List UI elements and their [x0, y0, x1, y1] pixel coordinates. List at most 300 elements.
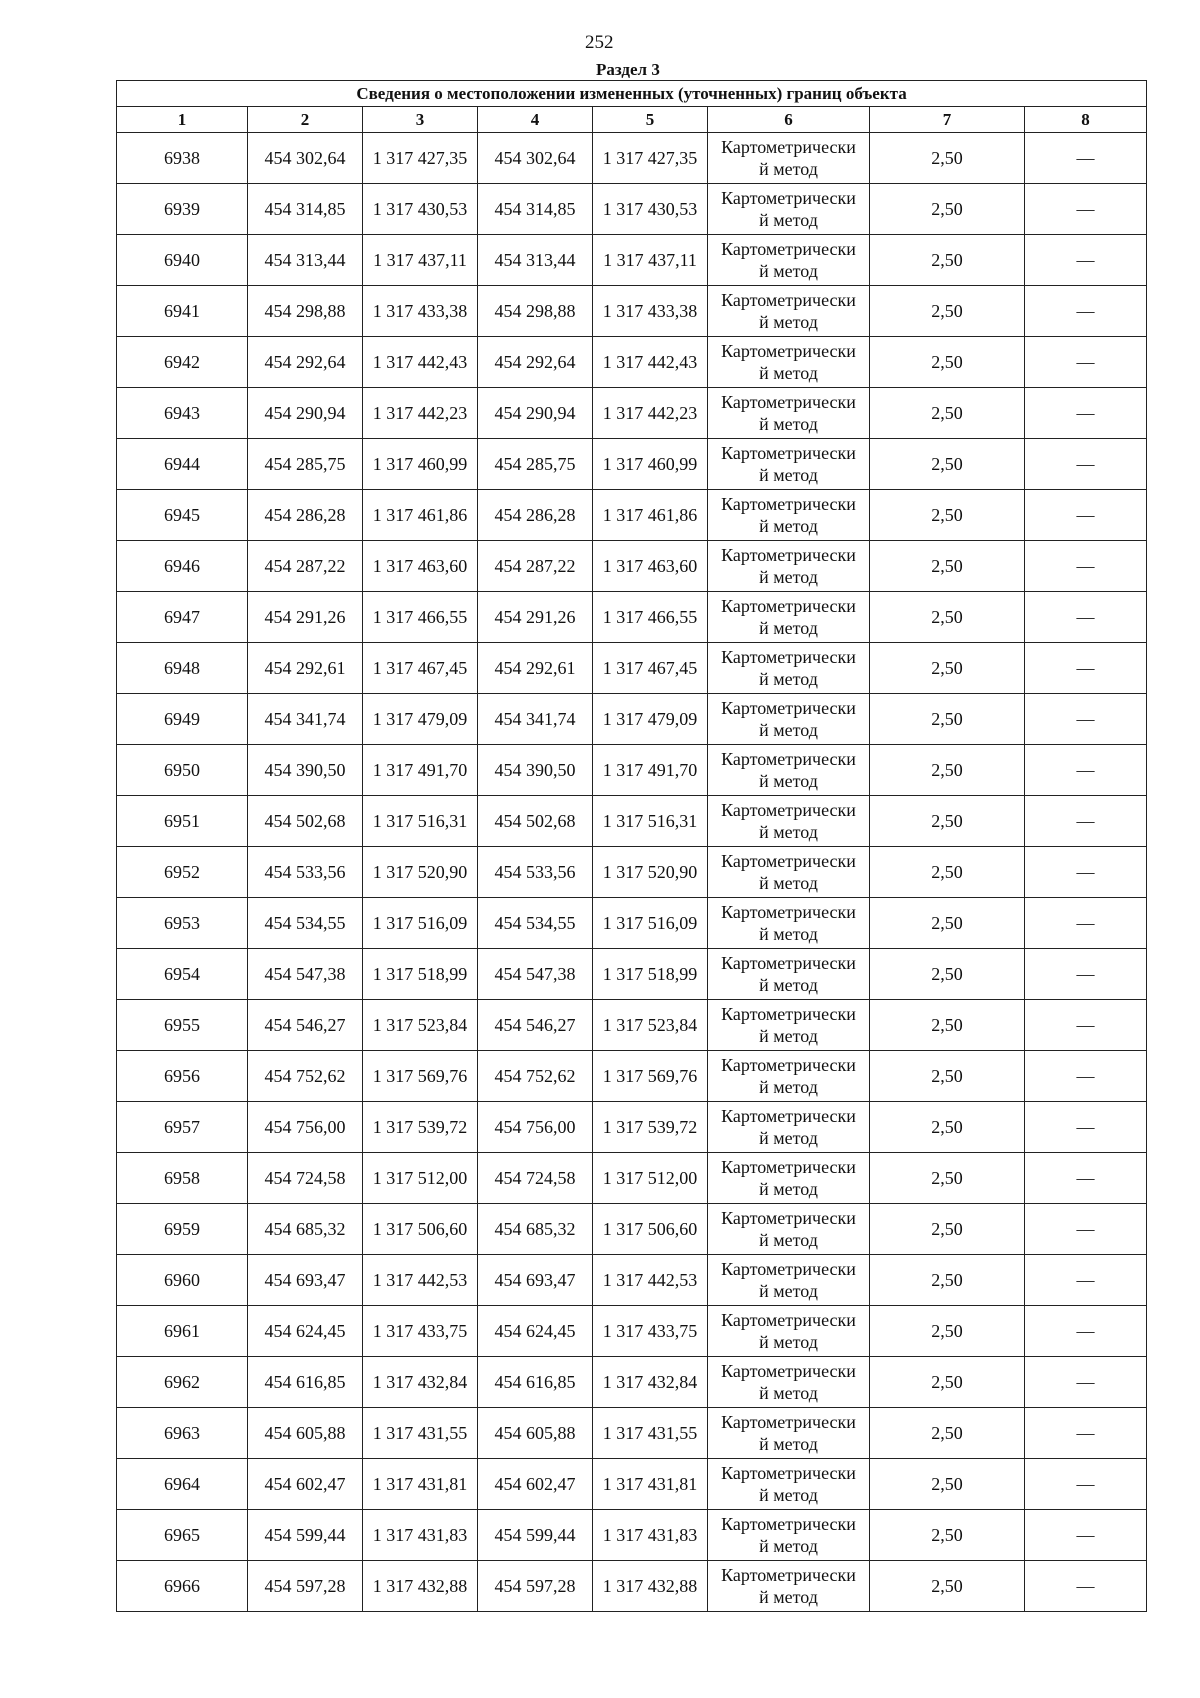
y-coordinate-cell: 1 317 442,23 [593, 388, 708, 439]
y-coordinate-cell: 1 317 569,76 [363, 1051, 478, 1102]
table-body [117, 133, 1147, 1612]
empty-mark-cell: — [1025, 439, 1147, 490]
point-number-cell: 6938 [117, 133, 248, 184]
empty-mark-cell: — [1025, 694, 1147, 745]
x-coordinate-cell: 454 341,74 [478, 694, 593, 745]
point-number-cell: 6956 [117, 1051, 248, 1102]
section-title-text: Раздел 3 [596, 60, 660, 79]
column-number: 2 [248, 107, 363, 133]
method-cell [708, 643, 870, 694]
table-row [117, 1153, 1147, 1204]
x-coordinate-cell: 454 533,56 [478, 847, 593, 898]
accuracy-cell: 2,50 [870, 1255, 1025, 1306]
empty-mark-cell: — [1025, 1306, 1147, 1357]
method-cell [708, 694, 870, 745]
column-number-row [117, 107, 1147, 133]
x-coordinate-cell: 454 752,62 [478, 1051, 593, 1102]
accuracy-cell: 2,50 [870, 235, 1025, 286]
method-cell [708, 592, 870, 643]
table-row [117, 1561, 1147, 1612]
x-coordinate-cell: 454 616,85 [248, 1357, 363, 1408]
y-coordinate-cell: 1 317 430,53 [593, 184, 708, 235]
empty-mark-cell: — [1025, 184, 1147, 235]
method-text-line1: Картометрически [721, 851, 856, 871]
empty-mark-cell: — [1025, 1153, 1147, 1204]
table-row [117, 1255, 1147, 1306]
empty-mark-cell: — [1025, 388, 1147, 439]
empty-mark-cell: — [1025, 1408, 1147, 1459]
column-number: 3 [363, 107, 478, 133]
y-coordinate-cell: 1 317 460,99 [593, 439, 708, 490]
method-cell [708, 1306, 870, 1357]
accuracy-cell: 2,50 [870, 388, 1025, 439]
method-cell [708, 133, 870, 184]
point-number-cell: 6939 [117, 184, 248, 235]
y-coordinate-cell: 1 317 512,00 [363, 1153, 478, 1204]
method-text-line1: Картометрически [721, 698, 856, 718]
method-text-line2: й метод [759, 669, 818, 689]
x-coordinate-cell: 454 752,62 [248, 1051, 363, 1102]
method-text-line1: Картометрически [721, 1055, 856, 1075]
method-cell [708, 898, 870, 949]
method-text-line2: й метод [759, 567, 818, 587]
x-coordinate-cell: 454 292,64 [248, 337, 363, 388]
boundary-coordinates-table [116, 80, 1147, 1612]
y-coordinate-cell: 1 317 442,53 [593, 1255, 708, 1306]
method-text-line1: Картометрически [721, 239, 856, 259]
empty-mark-cell: — [1025, 133, 1147, 184]
method-text-line2: й метод [759, 924, 818, 944]
y-coordinate-cell: 1 317 433,75 [363, 1306, 478, 1357]
point-number-cell: 6960 [117, 1255, 248, 1306]
point-number-cell: 6947 [117, 592, 248, 643]
accuracy-cell: 2,50 [870, 694, 1025, 745]
table-row [117, 1408, 1147, 1459]
y-coordinate-cell: 1 317 442,43 [363, 337, 478, 388]
method-text-line2: й метод [759, 771, 818, 791]
method-text-line2: й метод [759, 1383, 818, 1403]
method-text-line2: й метод [759, 1536, 818, 1556]
method-text-line2: й метод [759, 873, 818, 893]
point-number-cell: 6942 [117, 337, 248, 388]
accuracy-cell: 2,50 [870, 490, 1025, 541]
y-coordinate-cell: 1 317 431,55 [363, 1408, 478, 1459]
method-text-line1: Картометрически [721, 290, 856, 310]
table-row [117, 1051, 1147, 1102]
y-coordinate-cell: 1 317 491,70 [363, 745, 478, 796]
empty-mark-cell: — [1025, 949, 1147, 1000]
method-text-line2: й метод [759, 1587, 818, 1607]
y-coordinate-cell: 1 317 430,53 [363, 184, 478, 235]
x-coordinate-cell: 454 602,47 [248, 1459, 363, 1510]
table-row [117, 490, 1147, 541]
y-coordinate-cell: 1 317 442,53 [363, 1255, 478, 1306]
table-row [117, 1306, 1147, 1357]
x-coordinate-cell: 454 602,47 [478, 1459, 593, 1510]
method-text-line2: й метод [759, 1077, 818, 1097]
table-row [117, 439, 1147, 490]
empty-mark-cell: — [1025, 1051, 1147, 1102]
point-number-cell: 6949 [117, 694, 248, 745]
method-text-line2: й метод [759, 1434, 818, 1454]
x-coordinate-cell: 454 290,94 [248, 388, 363, 439]
y-coordinate-cell: 1 317 506,60 [593, 1204, 708, 1255]
point-number-cell: 6963 [117, 1408, 248, 1459]
table-row [117, 235, 1147, 286]
column-number: 4 [478, 107, 593, 133]
method-cell [708, 388, 870, 439]
x-coordinate-cell: 454 605,88 [478, 1408, 593, 1459]
empty-mark-cell: — [1025, 1000, 1147, 1051]
y-coordinate-cell: 1 317 516,31 [363, 796, 478, 847]
y-coordinate-cell: 1 317 437,11 [363, 235, 478, 286]
x-coordinate-cell: 454 314,85 [248, 184, 363, 235]
method-text-line1: Картометрически [721, 341, 856, 361]
method-cell [708, 1459, 870, 1510]
method-text-line2: й метод [759, 210, 818, 230]
accuracy-cell: 2,50 [870, 1408, 1025, 1459]
y-coordinate-cell: 1 317 506,60 [363, 1204, 478, 1255]
empty-mark-cell: — [1025, 847, 1147, 898]
table-row [117, 949, 1147, 1000]
method-cell [708, 286, 870, 337]
accuracy-cell: 2,50 [870, 643, 1025, 694]
table-row [117, 337, 1147, 388]
y-coordinate-cell: 1 317 523,84 [593, 1000, 708, 1051]
empty-mark-cell: — [1025, 286, 1147, 337]
point-number-cell: 6962 [117, 1357, 248, 1408]
y-coordinate-cell: 1 317 432,84 [593, 1357, 708, 1408]
table-caption-row [117, 81, 1147, 107]
y-coordinate-cell: 1 317 479,09 [363, 694, 478, 745]
table-row [117, 388, 1147, 439]
point-number-cell: 6940 [117, 235, 248, 286]
accuracy-cell: 2,50 [870, 439, 1025, 490]
method-text-line2: й метод [759, 363, 818, 383]
method-text-line1: Картометрически [721, 1259, 856, 1279]
y-coordinate-cell: 1 317 442,43 [593, 337, 708, 388]
x-coordinate-cell: 454 546,27 [478, 1000, 593, 1051]
accuracy-cell: 2,50 [870, 796, 1025, 847]
empty-mark-cell: — [1025, 1510, 1147, 1561]
x-coordinate-cell: 454 290,94 [478, 388, 593, 439]
table-row [117, 1459, 1147, 1510]
y-coordinate-cell: 1 317 512,00 [593, 1153, 708, 1204]
method-cell [708, 1255, 870, 1306]
table-row [117, 796, 1147, 847]
y-coordinate-cell: 1 317 518,99 [593, 949, 708, 1000]
y-coordinate-cell: 1 317 466,55 [593, 592, 708, 643]
accuracy-cell: 2,50 [870, 898, 1025, 949]
x-coordinate-cell: 454 286,28 [478, 490, 593, 541]
accuracy-cell: 2,50 [870, 1051, 1025, 1102]
y-coordinate-cell: 1 317 466,55 [363, 592, 478, 643]
accuracy-cell: 2,50 [870, 1153, 1025, 1204]
x-coordinate-cell: 454 292,61 [248, 643, 363, 694]
x-coordinate-cell: 454 624,45 [478, 1306, 593, 1357]
accuracy-cell: 2,50 [870, 1102, 1025, 1153]
empty-mark-cell: — [1025, 745, 1147, 796]
empty-mark-cell: — [1025, 337, 1147, 388]
empty-mark-cell: — [1025, 1102, 1147, 1153]
method-cell [708, 949, 870, 1000]
method-cell [708, 1000, 870, 1051]
x-coordinate-cell: 454 547,38 [248, 949, 363, 1000]
method-text-line1: Картометрически [721, 137, 856, 157]
accuracy-cell: 2,50 [870, 847, 1025, 898]
method-text-line1: Картометрически [721, 1412, 856, 1432]
method-text-line2: й метод [759, 1230, 818, 1250]
y-coordinate-cell: 1 317 518,99 [363, 949, 478, 1000]
accuracy-cell: 2,50 [870, 1306, 1025, 1357]
x-coordinate-cell: 454 756,00 [478, 1102, 593, 1153]
y-coordinate-cell: 1 317 491,70 [593, 745, 708, 796]
page-number-text: 252 [585, 32, 614, 53]
x-coordinate-cell: 454 390,50 [478, 745, 593, 796]
method-text-line2: й метод [759, 312, 818, 332]
y-coordinate-cell: 1 317 461,86 [363, 490, 478, 541]
point-number-cell: 6965 [117, 1510, 248, 1561]
empty-mark-cell: — [1025, 643, 1147, 694]
method-cell [708, 1357, 870, 1408]
table-row [117, 1204, 1147, 1255]
column-number: 5 [593, 107, 708, 133]
y-coordinate-cell: 1 317 431,81 [593, 1459, 708, 1510]
point-number-cell: 6959 [117, 1204, 248, 1255]
table-row [117, 1102, 1147, 1153]
method-text-line1: Картометрически [721, 1208, 856, 1228]
table-row [117, 592, 1147, 643]
y-coordinate-cell: 1 317 442,23 [363, 388, 478, 439]
point-number-cell: 6961 [117, 1306, 248, 1357]
accuracy-cell: 2,50 [870, 1357, 1025, 1408]
method-cell [708, 745, 870, 796]
method-text-line1: Картометрически [721, 902, 856, 922]
x-coordinate-cell: 454 685,32 [248, 1204, 363, 1255]
x-coordinate-cell: 454 314,85 [478, 184, 593, 235]
x-coordinate-cell: 454 390,50 [248, 745, 363, 796]
method-cell [708, 1102, 870, 1153]
y-coordinate-cell: 1 317 516,09 [593, 898, 708, 949]
x-coordinate-cell: 454 624,45 [248, 1306, 363, 1357]
x-coordinate-cell: 454 599,44 [248, 1510, 363, 1561]
x-coordinate-cell: 454 534,55 [248, 898, 363, 949]
table-row [117, 898, 1147, 949]
method-cell [708, 184, 870, 235]
table-caption: Сведения о местоположении измененных (уточненных) границ объекта [117, 81, 1147, 107]
table-row [117, 184, 1147, 235]
point-number-cell: 6957 [117, 1102, 248, 1153]
point-number-cell: 6945 [117, 490, 248, 541]
y-coordinate-cell: 1 317 479,09 [593, 694, 708, 745]
point-number-cell: 6941 [117, 286, 248, 337]
method-text-line2: й метод [759, 465, 818, 485]
method-text-line1: Картометрически [721, 1463, 856, 1483]
table-row [117, 745, 1147, 796]
method-text-line1: Картометрически [721, 1514, 856, 1534]
method-text-line2: й метод [759, 414, 818, 434]
x-coordinate-cell: 454 292,64 [478, 337, 593, 388]
x-coordinate-cell: 454 693,47 [248, 1255, 363, 1306]
x-coordinate-cell: 454 313,44 [478, 235, 593, 286]
method-cell [708, 541, 870, 592]
x-coordinate-cell: 454 685,32 [478, 1204, 593, 1255]
point-number-cell: 6948 [117, 643, 248, 694]
accuracy-cell: 2,50 [870, 1561, 1025, 1612]
empty-mark-cell: — [1025, 1357, 1147, 1408]
empty-mark-cell: — [1025, 1255, 1147, 1306]
x-coordinate-cell: 454 287,22 [248, 541, 363, 592]
point-number-cell: 6955 [117, 1000, 248, 1051]
empty-mark-cell: — [1025, 235, 1147, 286]
y-coordinate-cell: 1 317 520,90 [593, 847, 708, 898]
method-cell [708, 796, 870, 847]
method-text-line1: Картометрически [721, 443, 856, 463]
x-coordinate-cell: 454 291,26 [248, 592, 363, 643]
x-coordinate-cell: 454 287,22 [478, 541, 593, 592]
empty-mark-cell: — [1025, 796, 1147, 847]
point-number-cell: 6953 [117, 898, 248, 949]
y-coordinate-cell: 1 317 461,86 [593, 490, 708, 541]
x-coordinate-cell: 454 313,44 [248, 235, 363, 286]
y-coordinate-cell: 1 317 463,60 [363, 541, 478, 592]
y-coordinate-cell: 1 317 433,38 [363, 286, 478, 337]
x-coordinate-cell: 454 605,88 [248, 1408, 363, 1459]
column-number: 7 [870, 107, 1025, 133]
method-cell [708, 1561, 870, 1612]
column-number: 1 [117, 107, 248, 133]
y-coordinate-cell: 1 317 516,31 [593, 796, 708, 847]
method-text-line2: й метод [759, 822, 818, 842]
method-cell [708, 439, 870, 490]
method-text-line1: Картометрически [721, 494, 856, 514]
y-coordinate-cell: 1 317 523,84 [363, 1000, 478, 1051]
empty-mark-cell: — [1025, 898, 1147, 949]
method-text-line1: Картометрически [721, 188, 856, 208]
accuracy-cell: 2,50 [870, 133, 1025, 184]
y-coordinate-cell: 1 317 569,76 [593, 1051, 708, 1102]
method-text-line1: Картометрически [721, 1106, 856, 1126]
method-text-line2: й метод [759, 618, 818, 638]
x-coordinate-cell: 454 597,28 [478, 1561, 593, 1612]
table-row [117, 643, 1147, 694]
method-cell [708, 490, 870, 541]
column-number: 6 [708, 107, 870, 133]
accuracy-cell: 2,50 [870, 592, 1025, 643]
empty-mark-cell: — [1025, 1561, 1147, 1612]
table-row [117, 1000, 1147, 1051]
empty-mark-cell: — [1025, 1204, 1147, 1255]
accuracy-cell: 2,50 [870, 541, 1025, 592]
method-cell [708, 1051, 870, 1102]
x-coordinate-cell: 454 341,74 [248, 694, 363, 745]
table-row [117, 541, 1147, 592]
accuracy-cell: 2,50 [870, 337, 1025, 388]
method-text-line1: Картометрически [721, 647, 856, 667]
y-coordinate-cell: 1 317 431,83 [363, 1510, 478, 1561]
accuracy-cell: 2,50 [870, 1459, 1025, 1510]
y-coordinate-cell: 1 317 431,81 [363, 1459, 478, 1510]
x-coordinate-cell: 454 285,75 [478, 439, 593, 490]
y-coordinate-cell: 1 317 437,11 [593, 235, 708, 286]
accuracy-cell: 2,50 [870, 184, 1025, 235]
x-coordinate-cell: 454 693,47 [478, 1255, 593, 1306]
y-coordinate-cell: 1 317 467,45 [363, 643, 478, 694]
y-coordinate-cell: 1 317 433,75 [593, 1306, 708, 1357]
y-coordinate-cell: 1 317 431,55 [593, 1408, 708, 1459]
method-text-line1: Картометрически [721, 953, 856, 973]
method-cell [708, 1408, 870, 1459]
table-row [117, 1357, 1147, 1408]
method-text-line1: Картометрически [721, 1310, 856, 1330]
method-text-line2: й метод [759, 261, 818, 281]
point-number-cell: 6966 [117, 1561, 248, 1612]
x-coordinate-cell: 454 292,61 [478, 643, 593, 694]
y-coordinate-cell: 1 317 431,83 [593, 1510, 708, 1561]
x-coordinate-cell: 454 547,38 [478, 949, 593, 1000]
point-number-cell: 6951 [117, 796, 248, 847]
table-row [117, 1510, 1147, 1561]
empty-mark-cell: — [1025, 541, 1147, 592]
method-cell [708, 1510, 870, 1561]
x-coordinate-cell: 454 291,26 [478, 592, 593, 643]
accuracy-cell: 2,50 [870, 949, 1025, 1000]
table-row [117, 694, 1147, 745]
point-number-cell: 6954 [117, 949, 248, 1000]
y-coordinate-cell: 1 317 467,45 [593, 643, 708, 694]
y-coordinate-cell: 1 317 432,88 [593, 1561, 708, 1612]
point-number-cell: 6943 [117, 388, 248, 439]
method-text-line1: Картометрически [721, 1565, 856, 1585]
point-number-cell: 6952 [117, 847, 248, 898]
x-coordinate-cell: 454 302,64 [478, 133, 593, 184]
y-coordinate-cell: 1 317 539,72 [593, 1102, 708, 1153]
method-cell [708, 1153, 870, 1204]
y-coordinate-cell: 1 317 520,90 [363, 847, 478, 898]
method-cell [708, 847, 870, 898]
method-text-line1: Картометрически [721, 545, 856, 565]
x-coordinate-cell: 454 298,88 [248, 286, 363, 337]
table-row [117, 847, 1147, 898]
x-coordinate-cell: 454 502,68 [478, 796, 593, 847]
y-coordinate-cell: 1 317 516,09 [363, 898, 478, 949]
method-cell [708, 235, 870, 286]
x-coordinate-cell: 454 298,88 [478, 286, 593, 337]
x-coordinate-cell: 454 756,00 [248, 1102, 363, 1153]
x-coordinate-cell: 454 286,28 [248, 490, 363, 541]
method-text-line2: й метод [759, 159, 818, 179]
method-text-line1: Картометрически [721, 1157, 856, 1177]
y-coordinate-cell: 1 317 460,99 [363, 439, 478, 490]
method-text-line2: й метод [759, 720, 818, 740]
x-coordinate-cell: 454 616,85 [478, 1357, 593, 1408]
empty-mark-cell: — [1025, 592, 1147, 643]
point-number-cell: 6964 [117, 1459, 248, 1510]
method-text-line2: й метод [759, 1332, 818, 1352]
method-text-line1: Картометрически [721, 596, 856, 616]
method-text-line2: й метод [759, 975, 818, 995]
y-coordinate-cell: 1 317 432,84 [363, 1357, 478, 1408]
accuracy-cell: 2,50 [870, 1204, 1025, 1255]
empty-mark-cell: — [1025, 490, 1147, 541]
x-coordinate-cell: 454 533,56 [248, 847, 363, 898]
method-cell [708, 1204, 870, 1255]
accuracy-cell: 2,50 [870, 1000, 1025, 1051]
accuracy-cell: 2,50 [870, 745, 1025, 796]
method-text-line1: Картометрически [721, 800, 856, 820]
table-row [117, 133, 1147, 184]
y-coordinate-cell: 1 317 433,38 [593, 286, 708, 337]
